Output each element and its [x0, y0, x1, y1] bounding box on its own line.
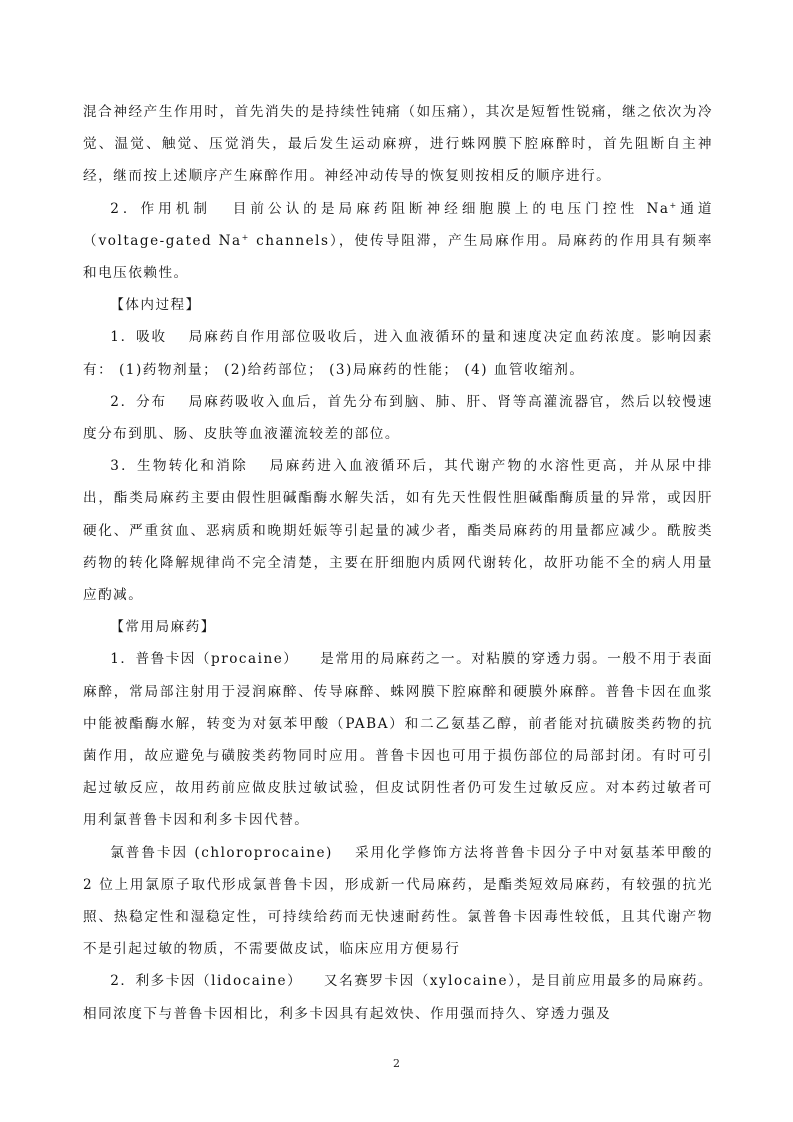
- chloroprocaine-label: 氯普鲁卡因 (chloroprocaine): [110, 844, 333, 861]
- distribution-label: 2．分布: [110, 393, 167, 410]
- procaine-text: 是常用的局麻药之一。对粘膜的穿透力弱。一般不用于表面麻醉，常局部注射用于浸润麻醉、传导麻醉、蛛网膜下腔麻醉和硬膜外麻醉。普鲁卡因在血浆中能被酯酶水解，转变为对氨苯甲酸（PABA）和二乙氨基乙醇，前者能对抗磺胺类药物的抗菌作用，故应避免与磺胺类药物同时应用。普鲁卡因也可用于损伤部位的局部封闭。有时可引起过敏反应，故用药前应做皮肤过敏试验，但皮试阴性者仍可发生过敏反应。对本药过敏者可用利氯普鲁卡因和利多卡因代替。: [83, 651, 713, 829]
- absorption-text: 局麻药自作用部位吸收后，进入血液循环的量和速度决定血药浓度。影响因素有： (1)药物剂量； (2)给药部位； (3)局麻药的性能； (4) 血管收缩剂。: [83, 329, 713, 378]
- mechanism-text-a: 目前公认的是局麻药阻断神经细胞膜上的电压门控性 Na: [232, 200, 670, 217]
- paragraph-distribution: [83, 386, 713, 450]
- sodium-superscript: +: [241, 232, 250, 242]
- body-text: [83, 96, 713, 1030]
- paragraph-metabolism: [83, 450, 713, 611]
- paragraph-sensory-order: 混合神经产生作用时，首先消失的是持续性钝痛（如压痛），其次是短暂性锐痛，继之依次为冷觉、温觉、触觉、压觉消失，最后发生运动麻痹，进行蛛网膜下腔麻醉时，首先阻断自主神经，继而按上述顺序产生麻醉作用。神经冲动传导的恢复则按相反的顺序进行。: [83, 104, 713, 185]
- lidocaine-text: 又名赛罗卡因（xylocaine），是目前应用最多的局麻药。相同浓度下与普鲁卡因相比，利多卡因具有起效快、作用强而持久、穿透力强及: [83, 973, 713, 1022]
- absorption-label: 1．吸收: [110, 329, 167, 346]
- metabolism-text: 局麻药进入血液循环后，其代谢产物的水溶性更高，并从尿中排出，酯类局麻药主要由假性胆碱酯酶水解失活，如有先天性假性胆碱酯酶质量的异常，或因肝硬化、严重贫血、恶病质和晚期妊娠等引起量的减少者，酯类局麻药的用量都应减少。酰胺类药物的转化降解规律尚不完全清楚，主要在肝细胞内质网代谢转化，故肝功能不全的病人用量应酌减。: [83, 458, 713, 604]
- section-heading-common-drugs: 【常用局麻药】: [110, 619, 216, 636]
- metabolism-label: 3．生物转化和消除: [110, 458, 248, 475]
- lidocaine-label: 2．利多卡因（lidocaine）: [110, 973, 303, 990]
- chloroprocaine-text: 采用化学修饰方法将普鲁卡因分子中对氨基苯甲酸的 2 位上用氯原子取代形成氯普鲁卡因，形成新一代局麻药，是酯类短效局麻药，有较强的抗光照、热稳定性和湿稳定性，可持续给药而无快速耐药性。氯普鲁卡因毒性较低，且其代谢产物不是引起过敏的物质，不需要做皮试，临床应用方便易行: [83, 844, 714, 958]
- mechanism-label: 2．作用机制: [110, 200, 212, 217]
- paragraph-mechanism: [83, 193, 713, 290]
- page-number: 2: [393, 1057, 400, 1070]
- procaine-label: 1．普鲁卡因（procaine）: [110, 651, 299, 668]
- paragraph-lidocaine: [83, 965, 713, 1029]
- distribution-text: 局麻药吸收入血后，首先分布到脑、肺、肝、肾等高灌流器官，然后以较慢速度分布到肌、肠、皮肤等血液灌流较差的部位。: [83, 393, 713, 443]
- section-heading-pharmacokinetics: 【体内过程】: [110, 297, 201, 314]
- paragraph-absorption: [83, 321, 713, 385]
- mechanism-text-c: channels），使传导阻滞，产生局麻作用。局麻药的作用具有频率和电压依赖性。: [83, 232, 713, 282]
- sodium-superscript: +: [669, 200, 678, 210]
- paragraph-procaine: [83, 643, 713, 836]
- mechanism-text-b: 通道（voltage-gated Na: [83, 200, 714, 249]
- paragraph-chloroprocaine: [83, 837, 713, 966]
